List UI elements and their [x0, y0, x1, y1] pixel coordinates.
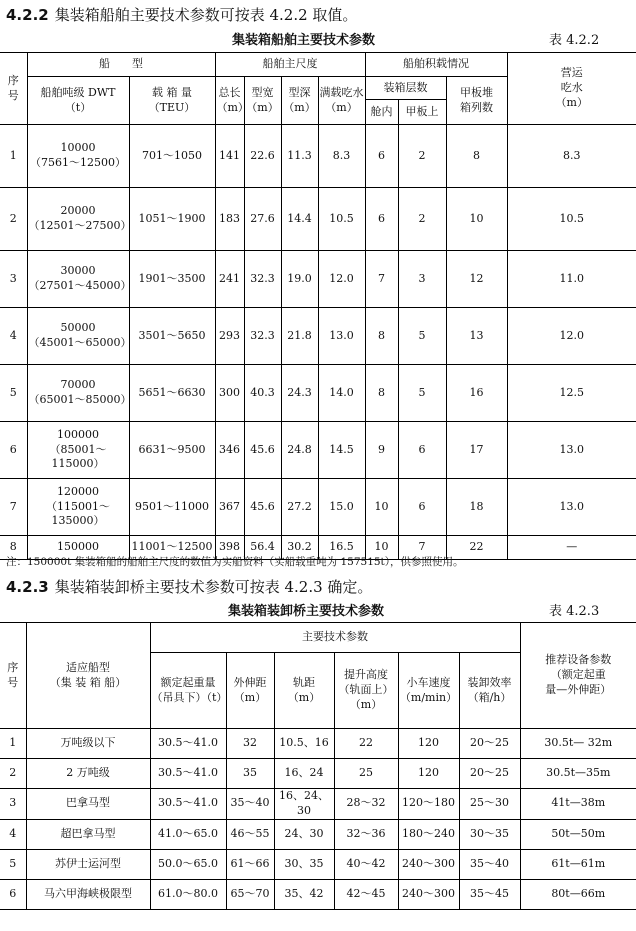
cell-no: 4 [9, 826, 17, 840]
table-row [0, 789, 636, 820]
cell-depth: 19.0 [281, 251, 318, 308]
cell-length: 398 [215, 536, 244, 560]
clause-text: 集装箱装卸桥主要技术参数可按表 4.2.3 确定。 [54, 578, 373, 596]
cell-efficiency: 25～30 [459, 789, 520, 820]
cell-loaded-draft: 14.5 [318, 422, 365, 479]
header-ship-type: 船 型 [27, 53, 215, 77]
clause-text: 集装箱船舶主要技术参数可按表 4.2.2 取值。 [54, 6, 358, 24]
cell-in-hold: 10 [365, 536, 398, 560]
cell-beam: 56.4 [244, 536, 281, 560]
cell-recommended: 80t—66m [520, 879, 636, 909]
cell-operating-draft: — [507, 536, 636, 560]
table-title: 集装箱装卸桥主要技术参数 [228, 604, 385, 619]
cell-in-hold: 9 [365, 422, 398, 479]
header-deck-rows: 甲板堆 箱列数 [446, 77, 507, 125]
cell-lift-height: 40～42 [334, 849, 398, 879]
cell-lift-height: 32～36 [334, 819, 398, 849]
cell-gauge: 24、30 [274, 819, 334, 849]
clause-number: 4.2.2 [6, 6, 49, 24]
cell-ship-type: 超巴拿马型 [26, 819, 150, 849]
ship-parameters-table [0, 52, 636, 560]
header-main-dimensions: 船舶主尺度 [215, 53, 365, 77]
cell-dwt: 120000 （115001～135000） [27, 479, 129, 536]
header-gauge: 轨距 （m） [274, 653, 334, 729]
cell-dwt: 20000 （12501～27500） [27, 188, 129, 251]
cell-no: 2 [9, 766, 17, 780]
cell-depth: 27.2 [281, 479, 318, 536]
table-row [0, 879, 636, 909]
cell-no: 2 [9, 211, 17, 225]
cell-beam: 45.6 [244, 422, 281, 479]
cell-teu: 1901～3500 [129, 251, 215, 308]
cell-beam: 22.6 [244, 125, 281, 188]
header-ship-type: 适应船型 （集 装 箱 船） [26, 623, 150, 729]
table-row [0, 422, 636, 479]
cell-in-hold: 8 [365, 308, 398, 365]
cell-gauge: 16、24、30 [274, 789, 334, 820]
cell-beam: 32.3 [244, 251, 281, 308]
header-teu: 载 箱 量 （TEU） [129, 77, 215, 125]
clause-number: 4.2.3 [6, 578, 49, 596]
cell-teu: 11001～12500 [129, 536, 215, 560]
cell-no: 6 [9, 442, 17, 456]
cell-no: 5 [9, 856, 17, 870]
cell-depth: 24.8 [281, 422, 318, 479]
cell-dwt: 30000 （27501～45000） [27, 251, 129, 308]
cell-trolley-speed: 120～180 [398, 789, 459, 820]
clause-4-2-3 [6, 576, 372, 597]
cell-efficiency: 35～45 [459, 879, 520, 909]
cell-dwt: 70000 （65001～85000） [27, 365, 129, 422]
table-row [0, 729, 636, 759]
cell-efficiency: 35～40 [459, 849, 520, 879]
header-main-parameters: 主要技术参数 [150, 623, 520, 653]
cell-deck-rows: 22 [446, 536, 507, 560]
cell-length: 241 [215, 251, 244, 308]
cell-on-deck: 3 [398, 251, 446, 308]
cell-beam: 45.6 [244, 479, 281, 536]
cell-no: 1 [9, 736, 17, 750]
cell-loaded-draft: 13.0 [318, 308, 365, 365]
cell-dwt: 150000 [27, 536, 129, 560]
cell-capacity: 30.5～41.0 [150, 759, 226, 789]
clause-4-2-2 [6, 4, 357, 25]
cell-no: 6 [9, 886, 17, 900]
cell-no: 1 [9, 148, 17, 162]
cell-gauge: 35、42 [274, 879, 334, 909]
cell-recommended: 30.5t— 32m [520, 729, 636, 759]
header-stowage: 船舶积载情况 [365, 53, 507, 77]
header-lift-height: 提升高度 （轨面上） （m） [334, 653, 398, 729]
cell-beam: 27.6 [244, 188, 281, 251]
cell-dwt: 10000 （7561～12500） [27, 125, 129, 188]
cell-deck-rows: 18 [446, 479, 507, 536]
cell-loaded-draft: 14.0 [318, 365, 365, 422]
cell-teu: 9501～11000 [129, 479, 215, 536]
cell-depth: 11.3 [281, 125, 318, 188]
cell-trolley-speed: 120 [398, 729, 459, 759]
table-row [0, 819, 636, 849]
cell-on-deck: 5 [398, 365, 446, 422]
cell-loaded-draft: 10.5 [318, 188, 365, 251]
table-number: 表 4.2.3 [549, 604, 600, 619]
header-trolley-speed: 小车速度 （m/min） [398, 653, 459, 729]
cell-loaded-draft: 8.3 [318, 125, 365, 188]
cell-beam: 32.3 [244, 308, 281, 365]
table-row [0, 251, 636, 308]
cell-dwt: 100000 （85001～115000） [27, 422, 129, 479]
cell-efficiency: 20～25 [459, 729, 520, 759]
cell-in-hold: 7 [365, 251, 398, 308]
cell-loaded-draft: 16.5 [318, 536, 365, 560]
cell-deck-rows: 17 [446, 422, 507, 479]
table-note: 注：150000t 集装箱船的船舶主尺度的数值为实船资料（实船载重吨为 157515t），供参照使用。 [6, 556, 464, 568]
cell-trolley-speed: 240～300 [398, 879, 459, 909]
table-title: 集装箱船舶主要技术参数 [232, 33, 376, 48]
header-loaded-draft: 满载吃水 （m） [318, 77, 365, 125]
cell-teu: 3501～5650 [129, 308, 215, 365]
header-beam: 型宽 （m） [244, 77, 281, 125]
cell-deck-rows: 8 [446, 125, 507, 188]
cell-length: 141 [215, 125, 244, 188]
cell-length: 183 [215, 188, 244, 251]
cell-trolley-speed: 180～240 [398, 819, 459, 849]
header-tiers: 装箱层数 [365, 77, 446, 100]
cell-trolley-speed: 120 [398, 759, 459, 789]
cell-recommended: 50t—50m [520, 819, 636, 849]
cell-deck-rows: 16 [446, 365, 507, 422]
header-seq: 序 号 [0, 623, 26, 729]
cell-loaded-draft: 15.0 [318, 479, 365, 536]
cell-length: 367 [215, 479, 244, 536]
cell-depth: 30.2 [281, 536, 318, 560]
header-seq: 序 号 [0, 53, 27, 125]
cell-deck-rows: 12 [446, 251, 507, 308]
cell-lift-height: 25 [334, 759, 398, 789]
cell-outreach: 35 [226, 759, 274, 789]
cell-dwt: 50000 （45001～65000） [27, 308, 129, 365]
cell-operating-draft: 12.0 [507, 308, 636, 365]
cell-ship-type: 苏伊士运河型 [26, 849, 150, 879]
header-outreach: 外伸距 （m） [226, 653, 274, 729]
cell-ship-type: 2 万吨级 [26, 759, 150, 789]
table-row [0, 125, 636, 188]
table-row [0, 759, 636, 789]
cell-on-deck: 5 [398, 308, 446, 365]
cell-gauge: 16、24 [274, 759, 334, 789]
header-row-1 [0, 623, 636, 653]
crane-parameters-table [0, 622, 636, 910]
cell-operating-draft: 10.5 [507, 188, 636, 251]
cell-depth: 14.4 [281, 188, 318, 251]
cell-operating-draft: 13.0 [507, 422, 636, 479]
cell-outreach: 32 [226, 729, 274, 759]
header-on-deck: 甲板上 [398, 100, 446, 125]
cell-on-deck: 6 [398, 479, 446, 536]
cell-in-hold: 10 [365, 479, 398, 536]
cell-outreach: 46～55 [226, 819, 274, 849]
cell-gauge: 10.5、16 [274, 729, 334, 759]
cell-length: 300 [215, 365, 244, 422]
cell-capacity: 50.0～65.0 [150, 849, 226, 879]
cell-operating-draft: 12.5 [507, 365, 636, 422]
cell-no: 4 [9, 328, 17, 342]
cell-lift-height: 22 [334, 729, 398, 759]
cell-teu: 1051～1900 [129, 188, 215, 251]
cell-no: 7 [9, 499, 17, 513]
cell-length: 346 [215, 422, 244, 479]
cell-operating-draft: 13.0 [507, 479, 636, 536]
cell-on-deck: 2 [398, 125, 446, 188]
cell-deck-rows: 13 [446, 308, 507, 365]
table-number: 表 4.2.2 [549, 33, 600, 48]
cell-beam: 40.3 [244, 365, 281, 422]
cell-efficiency: 30～35 [459, 819, 520, 849]
cell-teu: 701～1050 [129, 125, 215, 188]
cell-ship-type: 万吨级以下 [26, 729, 150, 759]
table-row [0, 188, 636, 251]
cell-depth: 21.8 [281, 308, 318, 365]
cell-teu: 6631～9500 [129, 422, 215, 479]
header-in-hold: 舱内 [365, 100, 398, 125]
table-row [0, 308, 636, 365]
header-operating-draft: 营运 吃水 （m） [507, 53, 636, 125]
cell-capacity: 41.0～65.0 [150, 819, 226, 849]
cell-efficiency: 20～25 [459, 759, 520, 789]
header-depth: 型深 （m） [281, 77, 318, 125]
cell-lift-height: 42～45 [334, 879, 398, 909]
cell-on-deck: 7 [398, 536, 446, 560]
cell-outreach: 35～40 [226, 789, 274, 820]
cell-recommended: 30.5t—35m [520, 759, 636, 789]
cell-recommended: 41t—38m [520, 789, 636, 820]
header-capacity: 额定起重量 （吊具下）（t） [150, 653, 226, 729]
cell-gauge: 30、35 [274, 849, 334, 879]
cell-no: 3 [9, 796, 17, 810]
cell-no: 8 [9, 540, 17, 554]
cell-depth: 24.3 [281, 365, 318, 422]
header-row-1 [0, 53, 636, 77]
table-row [0, 849, 636, 879]
cell-no: 3 [9, 271, 17, 285]
cell-loaded-draft: 12.0 [318, 251, 365, 308]
cell-no: 5 [9, 385, 17, 399]
cell-ship-type: 马六甲海峡极限型 [26, 879, 150, 909]
cell-in-hold: 6 [365, 125, 398, 188]
cell-trolley-speed: 240～300 [398, 849, 459, 879]
cell-capacity: 30.5～41.0 [150, 789, 226, 820]
header-dwt: 船舶吨级 DWT （t） [27, 77, 129, 125]
cell-deck-rows: 10 [446, 188, 507, 251]
header-recommended: 推荐设备参数 （额定起重 量—外伸距） [520, 623, 636, 729]
cell-operating-draft: 8.3 [507, 125, 636, 188]
cell-on-deck: 2 [398, 188, 446, 251]
cell-teu: 5651～6630 [129, 365, 215, 422]
cell-lift-height: 28～32 [334, 789, 398, 820]
cell-operating-draft: 11.0 [507, 251, 636, 308]
cell-in-hold: 8 [365, 365, 398, 422]
cell-in-hold: 6 [365, 188, 398, 251]
table-row [0, 365, 636, 422]
cell-on-deck: 6 [398, 422, 446, 479]
table-row [0, 479, 636, 536]
header-length: 总长 （m） [215, 77, 244, 125]
cell-capacity: 61.0～80.0 [150, 879, 226, 909]
cell-recommended: 61t—61m [520, 849, 636, 879]
cell-length: 293 [215, 308, 244, 365]
cell-ship-type: 巴拿马型 [26, 789, 150, 820]
cell-outreach: 61～66 [226, 849, 274, 879]
header-efficiency: 装卸效率 （箱/h） [459, 653, 520, 729]
cell-capacity: 30.5～41.0 [150, 729, 226, 759]
cell-outreach: 65～70 [226, 879, 274, 909]
